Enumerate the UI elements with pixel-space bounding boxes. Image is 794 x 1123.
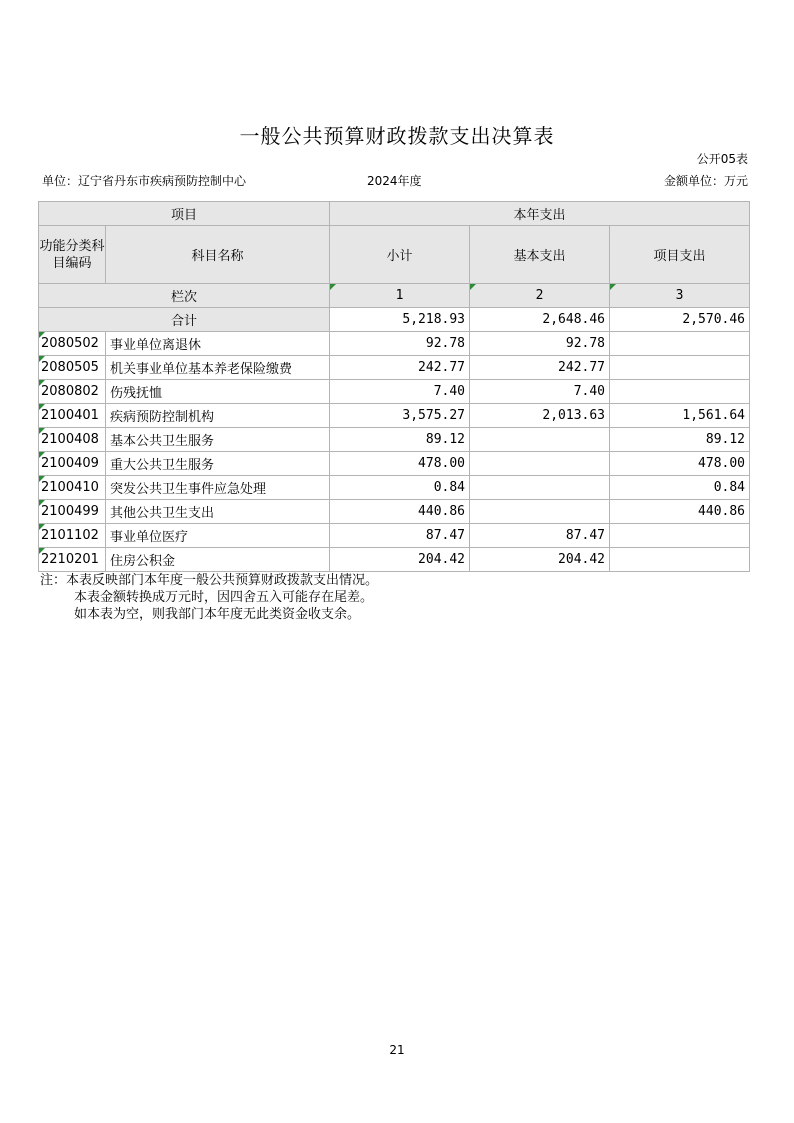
row-code: 2080502: [39, 332, 106, 356]
row-basic: [470, 476, 610, 500]
row-project: 478.00: [610, 452, 750, 476]
note-line-3: 如本表为空，则我部门本年度无此类资金收支余。: [74, 607, 361, 622]
table-row: [39, 332, 750, 356]
row-code: 2100410: [39, 476, 106, 500]
row-subtotal: 87.47: [330, 524, 470, 548]
row-name: 其他公共卫生支出: [106, 500, 330, 524]
row-name: 事业单位离退休: [106, 332, 330, 356]
row-subtotal: 204.42: [330, 548, 470, 572]
total-subtotal: 5,218.93: [330, 308, 470, 332]
row-subtotal: 478.00: [330, 452, 470, 476]
row-name: 住房公积金: [106, 548, 330, 572]
row-basic: 92.78: [470, 332, 610, 356]
column-index-3: 3: [610, 284, 750, 308]
expenditure-table: [38, 201, 750, 572]
row-name: 重大公共卫生服务: [106, 452, 330, 476]
column-index-2: 2: [470, 284, 610, 308]
row-project: [610, 356, 750, 380]
header-code-col: 功能分类科目编码: [39, 226, 106, 284]
row-code: 2101102: [39, 524, 106, 548]
table-row: [39, 380, 750, 404]
row-basic: 242.77: [470, 356, 610, 380]
note-line-2: 本表金额转换成万元时，因四舍五入可能存在尾差。: [74, 590, 374, 605]
header-row-index: [39, 284, 750, 308]
header-row-1: [39, 202, 750, 226]
row-code: 2100401: [39, 404, 106, 428]
header-item: 项目: [39, 202, 330, 226]
header-subtotal: 小计: [330, 226, 470, 284]
year-label: 2024年度: [367, 174, 422, 188]
header-name-col: 科目名称: [106, 226, 330, 284]
row-code: 2100409: [39, 452, 106, 476]
table-row: [39, 500, 750, 524]
row-subtotal: 89.12: [330, 428, 470, 452]
header-basic: 基本支出: [470, 226, 610, 284]
table-row: [39, 428, 750, 452]
row-code: 2210201: [39, 548, 106, 572]
row-basic: 204.42: [470, 548, 610, 572]
row-project: 89.12: [610, 428, 750, 452]
header-project: 项目支出: [610, 226, 750, 284]
column-index-1: 1: [330, 284, 470, 308]
row-project: [610, 548, 750, 572]
header-row-2: [39, 226, 750, 284]
table-row: [39, 404, 750, 428]
row-name: 机关事业单位基本养老保险缴费: [106, 356, 330, 380]
row-code: 2080505: [39, 356, 106, 380]
row-basic: [470, 500, 610, 524]
row-name: 事业单位医疗: [106, 524, 330, 548]
column-index-label: 栏次: [39, 284, 330, 308]
unit-label: 单位：辽宁省丹东市疾病预防控制中心: [42, 174, 247, 188]
row-subtotal: 242.77: [330, 356, 470, 380]
row-subtotal: 440.86: [330, 500, 470, 524]
table-row: [39, 524, 750, 548]
row-name: 突发公共卫生事件应急处理: [106, 476, 330, 500]
table-row: [39, 452, 750, 476]
row-name: 基本公共卫生服务: [106, 428, 330, 452]
total-basic: 2,648.46: [470, 308, 610, 332]
total-label: 合计: [39, 308, 330, 332]
row-code: 2100408: [39, 428, 106, 452]
note-line-1: 注：本表反映部门本年度一般公共预算财政拨款支出情况。: [40, 573, 379, 588]
row-project: [610, 380, 750, 404]
total-row: [39, 308, 750, 332]
row-basic: [470, 428, 610, 452]
row-subtotal: 92.78: [330, 332, 470, 356]
row-project: [610, 524, 750, 548]
money-unit-label: 金额单位：万元: [663, 174, 748, 188]
row-project: 0.84: [610, 476, 750, 500]
row-name: 疾病预防控制机构: [106, 404, 330, 428]
table-row: [39, 476, 750, 500]
row-basic: [470, 452, 610, 476]
row-project: 440.86: [610, 500, 750, 524]
row-subtotal: 0.84: [330, 476, 470, 500]
row-project: 1,561.64: [610, 404, 750, 428]
row-basic: 87.47: [470, 524, 610, 548]
row-code: 2100499: [39, 500, 106, 524]
header-current-year: 本年支出: [330, 202, 750, 226]
row-subtotal: 3,575.27: [330, 404, 470, 428]
page-number: 21: [389, 1043, 405, 1057]
total-project: 2,570.46: [610, 308, 750, 332]
page-title: 一般公共预算财政拨款支出决算表: [239, 124, 555, 148]
form-code: 公开05表: [696, 152, 748, 166]
row-basic: 7.40: [470, 380, 610, 404]
notes: [40, 572, 378, 623]
table-row: [39, 548, 750, 572]
row-project: [610, 332, 750, 356]
row-name: 伤残抚恤: [106, 380, 330, 404]
row-subtotal: 7.40: [330, 380, 470, 404]
row-basic: 2,013.63: [470, 404, 610, 428]
row-code: 2080802: [39, 380, 106, 404]
table-row: [39, 356, 750, 380]
